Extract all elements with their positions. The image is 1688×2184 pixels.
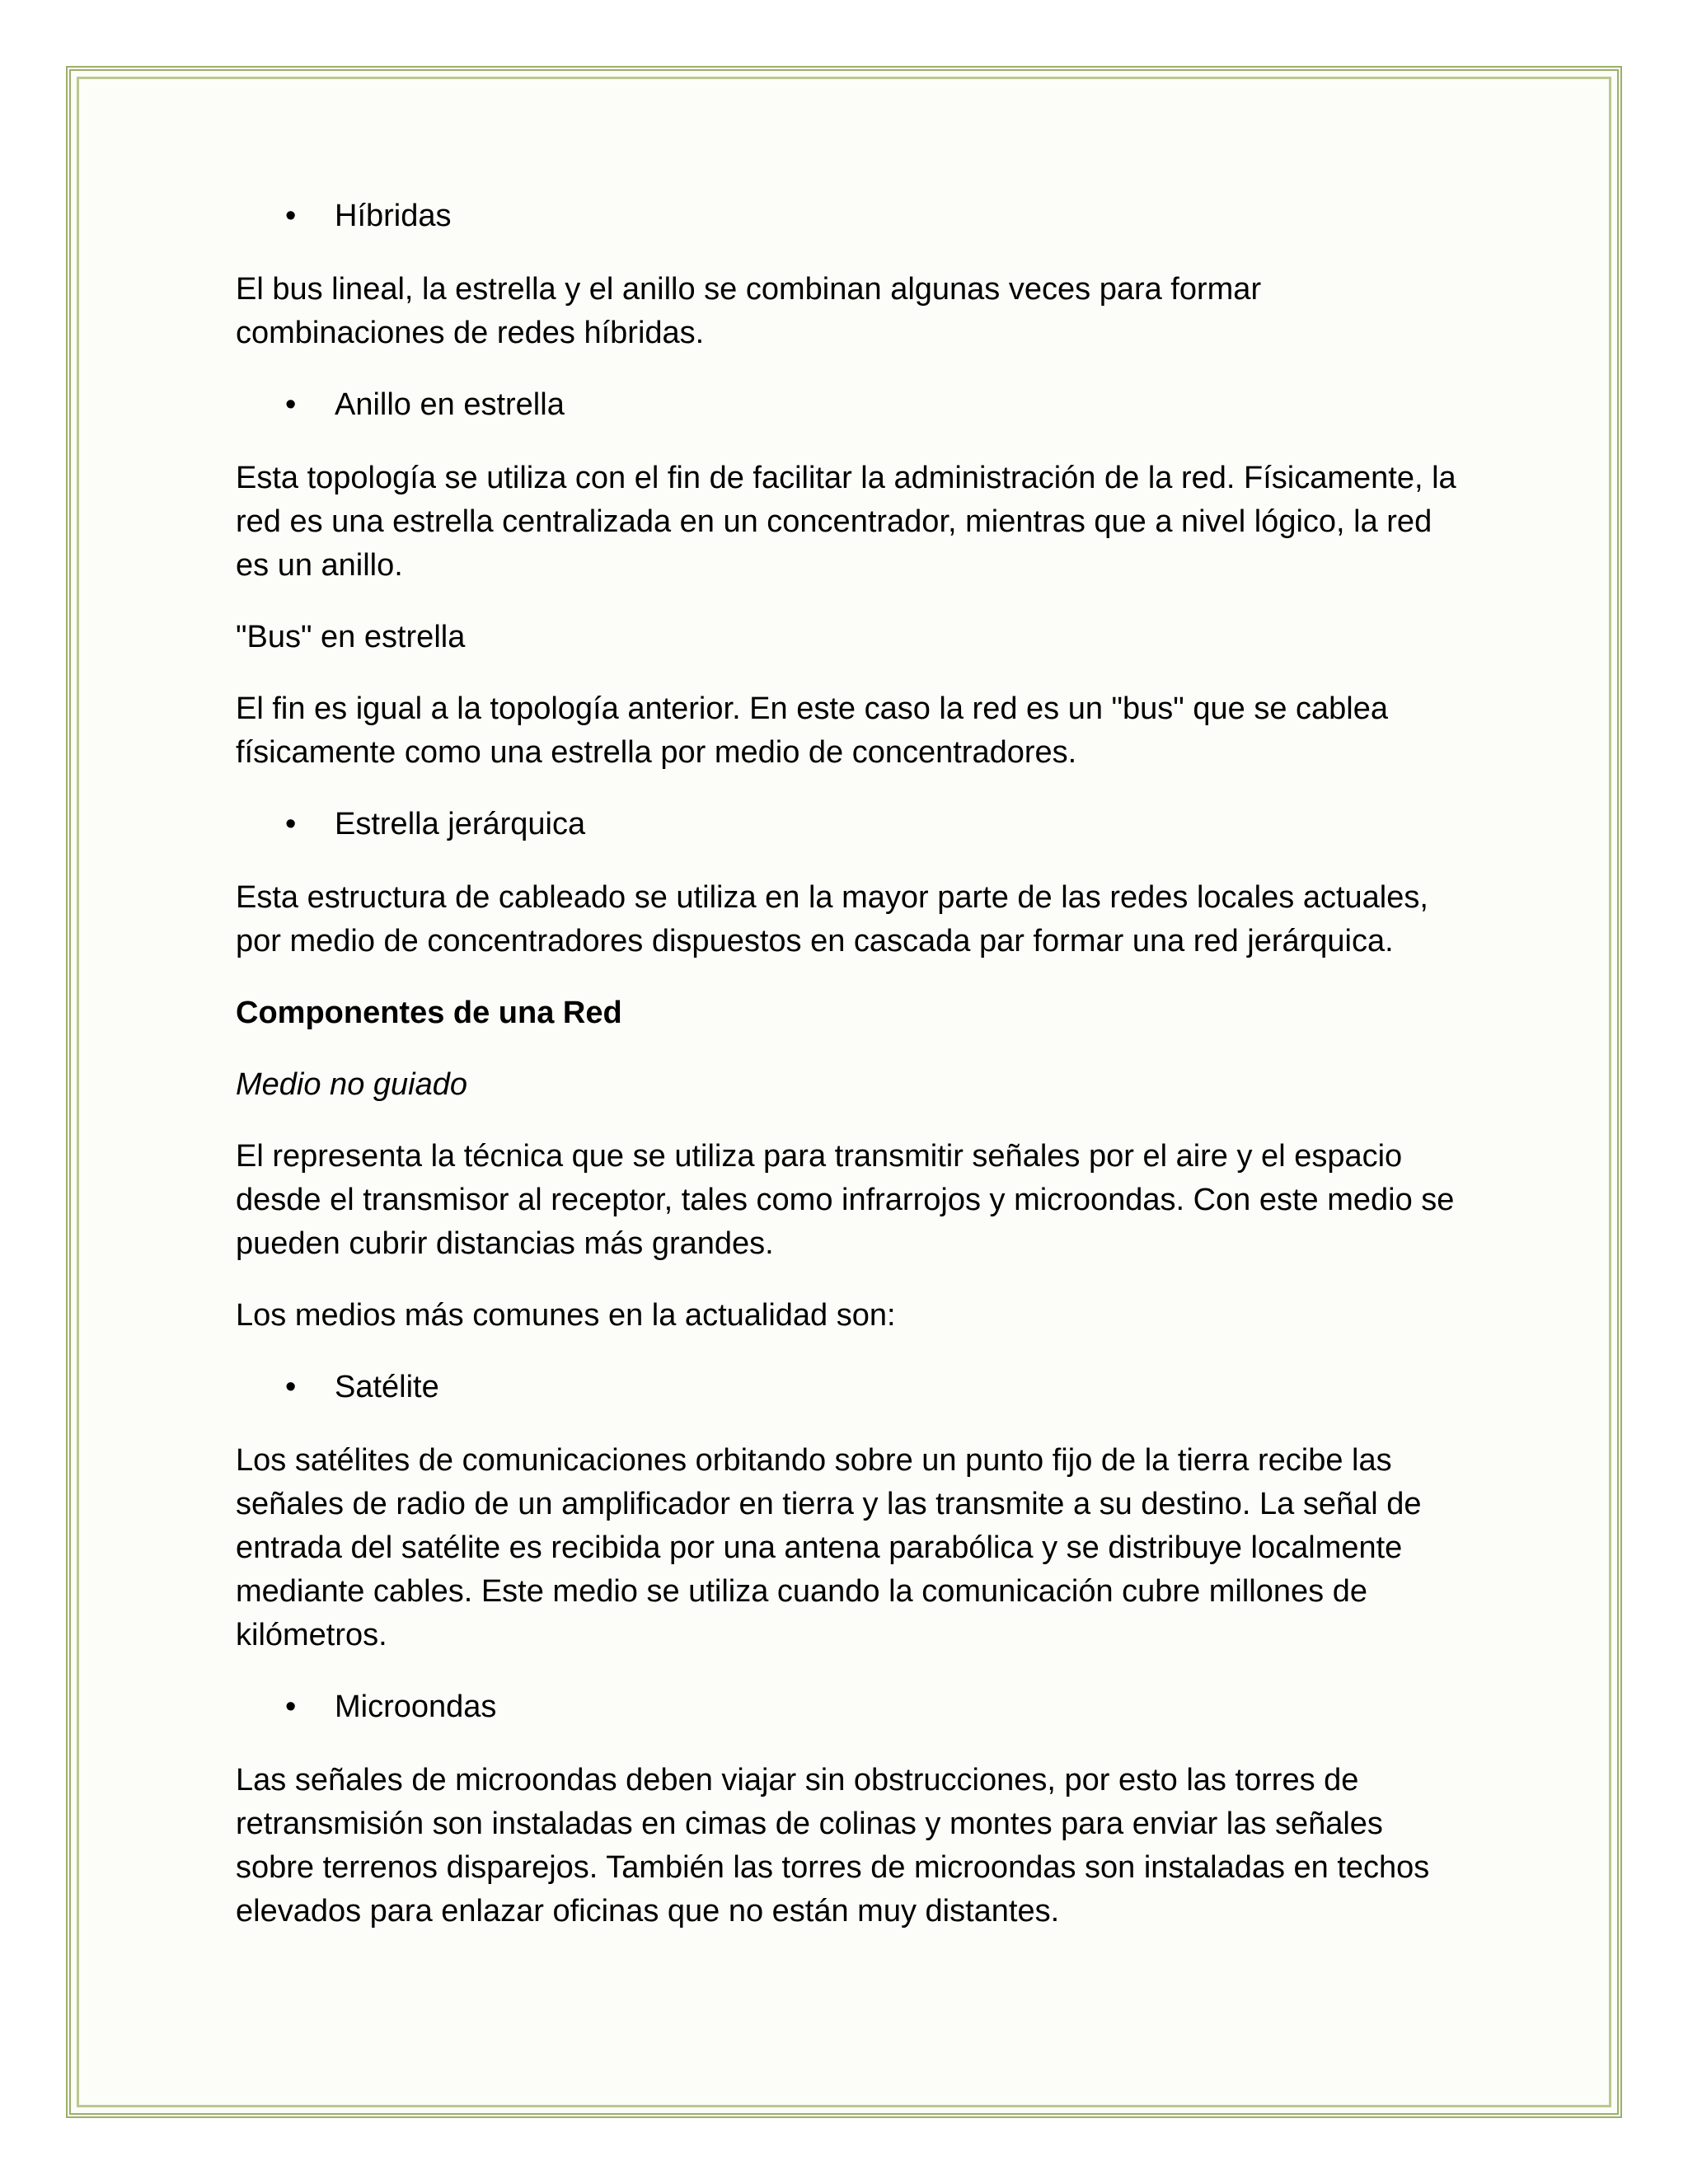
bullet-text: Estrella jerárquica xyxy=(335,807,586,841)
paragraph-anillo-en-estrella: Esta topología se utiliza con el fin de facilitar la administración de la red. Físicamente, la red es una estrella centralizada en un concentrador, mientras que a nivel lógico, la red es un anillo. xyxy=(236,461,1456,583)
bullet-dot-icon: • xyxy=(285,1370,297,1404)
subheading-medio-no-guiado: Medio no guiado xyxy=(236,1067,467,1102)
bullet-text: Anillo en estrella xyxy=(335,387,565,422)
bullet-satelite xyxy=(236,1366,1464,1409)
bullet-dot-icon: • xyxy=(285,199,297,233)
bullet-microondas xyxy=(236,1685,1464,1729)
bullet-dot-icon: • xyxy=(285,807,297,841)
paragraph-medio-no-guiado: El representa la técnica que se utiliza para transmitir señales por el aire y el espacio desde el transmisor al receptor, tales como infrarrojos y microondas. Con este medio se pueden cubrir distancias más grandes. xyxy=(236,1139,1455,1261)
page-content xyxy=(236,194,1464,1961)
paragraph-medios-comunes: Los medios más comunes en la actualidad son: xyxy=(236,1298,896,1333)
paragraph-satelite: Los satélites de comunicaciones orbitando sobre un punto fijo de la tierra recibe las señales de radio de un amplificador en tierra y las transmite a su destino. La señal de entrada del satélite es recibida por una antena parabólica y se distribuye localmente mediante cables. Este medio se utiliza cuando la comunicación cubre millones de kilómetros. xyxy=(236,1443,1422,1652)
bullet-dot-icon: • xyxy=(285,1690,297,1724)
bullet-estrella-jerarquica xyxy=(236,803,1464,846)
bullet-text: Satélite xyxy=(335,1370,439,1404)
bullet-dot-icon: • xyxy=(285,387,297,422)
section-heading-componentes: Componentes de una Red xyxy=(236,996,622,1030)
bullet-hibridas xyxy=(236,194,1464,238)
bullet-text: Híbridas xyxy=(335,199,452,233)
bullet-anillo-en-estrella xyxy=(236,383,1464,427)
paragraph-bus-en-estrella: El fin es igual a la topología anterior. En este caso la red es un "bus" que se cablea físicamente como una estrella por medio de concentradores. xyxy=(236,691,1388,770)
paragraph-bus-en-estrella-title: "Bus" en estrella xyxy=(236,620,466,654)
paragraph-hibridas: El bus lineal, la estrella y el anillo se combinan algunas veces para formar combinaciones de redes híbridas. xyxy=(236,272,1262,350)
paragraph-estrella-jerarquica: Esta estructura de cableado se utiliza en la mayor parte de las redes locales actuales, por medio de concentradores dispuestos en cascada par formar una red jerárquica. xyxy=(236,880,1428,958)
paragraph-microondas: Las señales de microondas deben viajar sin obstrucciones, por esto las torres de retransmisión son instaladas en cimas de colinas y montes para enviar las señales sobre terrenos disparejos. También las torres de microondas son instaladas en techos elevados para enlazar oficinas que no están muy distantes. xyxy=(236,1763,1430,1929)
bullet-text: Microondas xyxy=(335,1690,497,1724)
